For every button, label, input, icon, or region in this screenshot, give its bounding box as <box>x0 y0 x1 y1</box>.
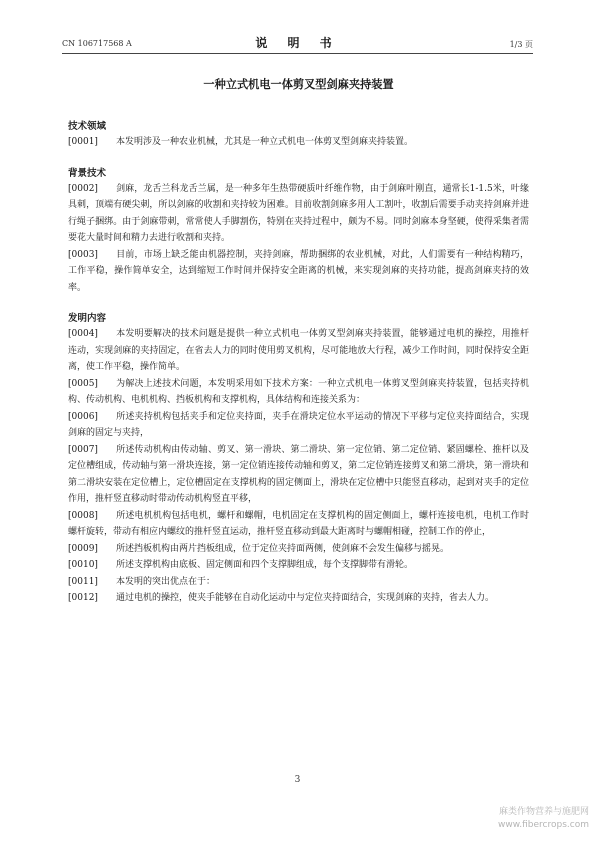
patent-number: CN 106717568 A <box>62 39 132 48</box>
paragraph <box>68 508 529 541</box>
document-type: 说 明 书 <box>255 36 340 50</box>
paragraph <box>68 557 529 574</box>
paragraph-number: [0009] <box>68 543 98 554</box>
watermark-url: www.fibercrops.com <box>498 820 589 830</box>
page-number: 3 <box>294 775 301 785</box>
page-indicator: 1/3 页 <box>509 40 533 49</box>
section-heading: 背景技术 <box>68 167 107 179</box>
paragraph <box>68 376 529 409</box>
section-background <box>68 165 529 297</box>
paragraph <box>68 442 529 508</box>
paragraph <box>68 541 529 558</box>
paragraph-text: 所述夹持机构包括夹手和定位夹持面，夹手在滑块定位水平运动的情况下平移与定位夹持面结合，实现剑麻的固定与夹持， <box>68 411 529 438</box>
paragraph-number: [0007] <box>68 444 98 455</box>
paragraph <box>68 247 529 297</box>
paragraph-number: [0001] <box>68 137 98 147</box>
paragraph-number: [0005] <box>68 378 98 389</box>
paragraph-text: 目前，市场上缺乏能由机器控制，夹持剑麻，帮助捆绑的农业机械，对此，人们需要有一种结构精巧，工作平稳，操作简单安全，达到缩短工作时间并保持安全距离的机械，来实现剑麻的夹持功能，提高剑麻夹持的效率。 <box>68 249 529 293</box>
section-heading: 发明内容 <box>68 313 107 324</box>
paragraph-text: 所述支撑机构由底板、固定侧面和四个支撑脚组成，每个支撑脚带有滑轮。 <box>116 560 414 570</box>
paragraph-text: 本发明要解决的技术问题是提供一种立式机电一体剪叉型剑麻夹持装置，能够通过电机的操控，用推杆连动，实现剑麻的夹持固定，在省去人力的同时使用剪叉机构，尽可能地放大行程，减少工作时间，同时保持安全距离，使工作平稳，操作简单。 <box>68 329 529 372</box>
paragraph <box>68 326 529 376</box>
header-divider <box>62 53 533 54</box>
section-technical-field <box>68 118 529 151</box>
paragraph-number: [0004] <box>68 329 98 339</box>
paragraph-number: [0010] <box>68 560 98 570</box>
paragraph-number: [0011] <box>68 576 98 587</box>
paragraph <box>68 590 529 607</box>
paragraph <box>68 134 529 151</box>
paragraph-number: [0006] <box>68 411 98 422</box>
paragraph <box>68 574 529 591</box>
paragraph-text: 本发明涉及一种农业机械，尤其是一种立式机电一体剪叉型剑麻夹持装置。 <box>116 137 414 147</box>
page-header <box>62 32 533 52</box>
paragraph-number: [0008] <box>68 510 98 521</box>
paragraph-text: 所述传动机构由传动轴、剪叉、第一滑块、第二滑块、第一定位销、第二定位销、紧固螺栓、推杆以及定位槽组成，传动轴与第一滑块连接，第一定位销连接传动轴和剪叉，第二定位销连接剪叉和第二滑块，第一滑块和第二滑块安装在定位槽上，定位槽固定在支撑机构的固定侧面上，滑块在定位槽中只能竖直移动，起到对夹手的定位作用，推杆竖直移动时带动传动机构竖直平移， <box>68 444 529 504</box>
section-heading: 技术领域 <box>68 121 107 132</box>
section-summary <box>68 310 529 607</box>
paragraph-text: 所述挡板机构由两片挡板组成，位于定位夹持面两侧，使剑麻不会发生偏移与摇晃。 <box>116 543 450 554</box>
paragraph-number: [0012] <box>68 593 98 603</box>
document-body <box>68 76 529 607</box>
document-title: 一种立式机电一体剪叉型剑麻夹持装置 <box>203 78 394 91</box>
paragraph-text: 为解决上述技术问题，本发明采用如下技术方案：一种立式机电一体剪叉型剑麻夹持装置，包括夹持机构、传动机构、电机机构、挡板机构和支撑机构，具体结构和连接关系为： <box>68 378 529 405</box>
paragraph-text: 通过电机的操控，使夹手能够在自动化运动中与定位夹持面结合，实现剑麻的夹持，省去人力。 <box>116 593 495 603</box>
watermark-title: 麻类作物营养与施肥网 <box>498 807 589 817</box>
paragraph-text: 所述电机机构包括电机，螺杆和螺帽，电机固定在支撑机构的固定侧面上，螺杆连接电机，电机工作时螺杆旋转，带动有相应内螺纹的推杆竖直运动，推杆竖直移动到最大距离时与螺帽相碰，控制工作的停止， <box>68 510 529 537</box>
paragraph <box>68 409 529 442</box>
paragraph-text: 本发明的突出优点在于： <box>116 576 216 587</box>
paragraph-number: [0002] <box>68 183 98 194</box>
site-watermark <box>498 806 589 832</box>
paragraph-number: [0003] <box>68 249 98 260</box>
paragraph <box>68 181 529 247</box>
paragraph-text: 剑麻，龙舌兰科龙舌兰属，是一种多年生热带硬质叶纤维作物，由于剑麻叶刚直，通常长1-1.5米，叶缘具刺，顶端有硬尖刺，所以剑麻的收割和夹持较为困难。目前收割剑麻多用人工割叶，收割后需要手动夹持剑麻并进行绳子捆绑。由于剑麻带刺，常常使人手脚割伤，特别在夹持过程中，颇为不易。同时剑麻本身坚硬，使得采集者需要花大量时间和精力去进行收割和夹持。 <box>68 183 529 243</box>
